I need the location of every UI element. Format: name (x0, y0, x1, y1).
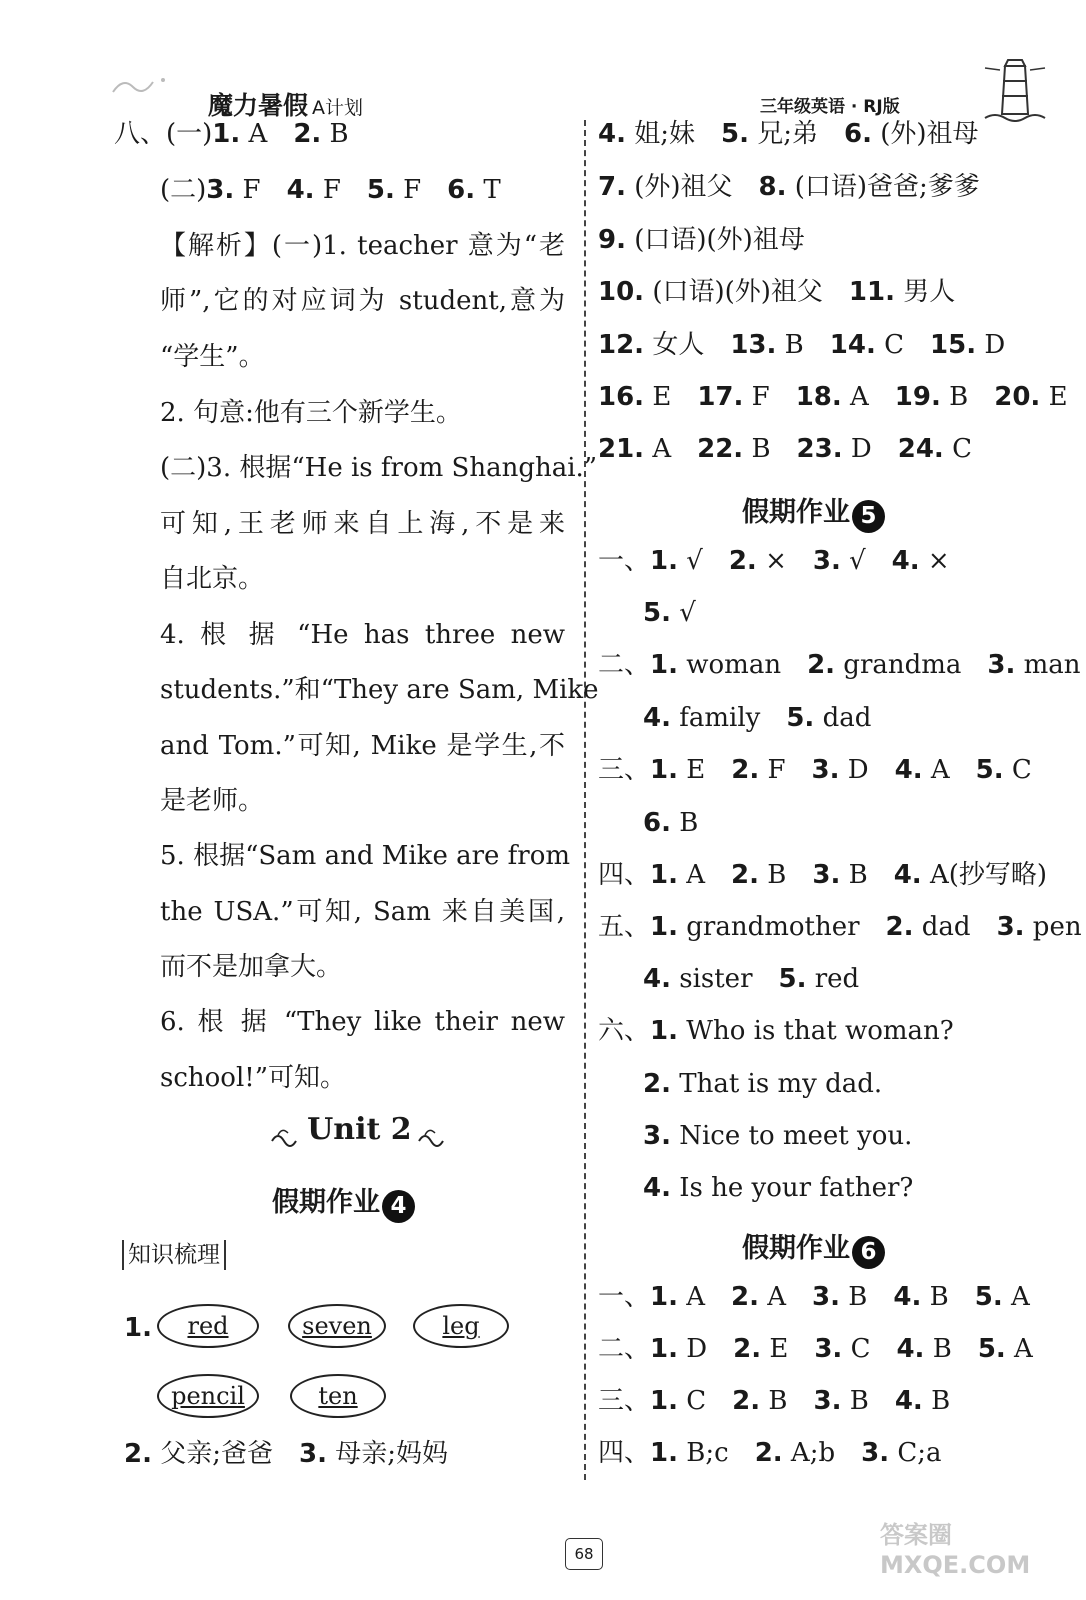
item-answer: B (949, 382, 969, 412)
brand-name: 魔力暑假 (208, 91, 309, 120)
section-prefix: 八、(一) (114, 119, 213, 149)
item-number: 4. (643, 1173, 671, 1203)
item-answer: 四、 (598, 860, 651, 890)
hw-number-badge: 4 (382, 1190, 415, 1223)
item-number: 4. (598, 119, 626, 149)
analysis-line: 自北京。 (160, 564, 265, 594)
hw-number-badge: 5 (852, 500, 885, 533)
item-number: 1. (650, 1438, 678, 1468)
hw-title: 假期作业 (742, 497, 850, 528)
item-number: 12. (598, 330, 645, 360)
item-number: 4. (893, 860, 922, 890)
watermark-text: 答案圈 MXQE.COM (880, 1521, 1031, 1579)
page-number: 68 (565, 1538, 603, 1570)
item-answer: C (952, 434, 972, 464)
item-number: 5. (643, 598, 671, 628)
item-answer: 三、 (598, 755, 651, 785)
item-answer: B (848, 860, 868, 890)
item-answer: B (929, 1282, 949, 1312)
item-answer: B (849, 1386, 869, 1416)
analysis-line: 而不是加拿大。 (160, 952, 343, 982)
item-number: 3. (861, 1438, 890, 1468)
brand-title (208, 86, 363, 122)
item-answer: E (1048, 382, 1068, 412)
item-number: 6. (643, 808, 671, 838)
hw5-er-line (598, 649, 1081, 681)
item-number: 1. (212, 119, 241, 149)
item-answer: red (814, 964, 860, 994)
item-answer: D (850, 434, 872, 464)
item-number: 2. (728, 546, 757, 576)
item-number: 2. (643, 1069, 671, 1099)
item-number: 18. (795, 382, 842, 412)
item-number: 2. (731, 755, 760, 785)
item-answer: B (751, 434, 771, 464)
item-number: 14. (829, 330, 876, 360)
circled-word: seven (288, 1304, 386, 1348)
item-number: 1. (650, 1016, 678, 1046)
item-answer: F (322, 175, 341, 205)
item-answer: B (932, 1334, 952, 1364)
hw6-si-line (598, 1437, 942, 1469)
hw5-wu-line (643, 963, 859, 995)
item-answer: E (686, 755, 706, 785)
item-answer: (外)祖父 (634, 172, 733, 202)
item-answer: 一、 (598, 1282, 651, 1312)
item-number: 2. (807, 650, 836, 680)
item-number: 6. (844, 119, 872, 149)
item-answer: E (652, 382, 672, 412)
item-number: 4. (896, 1334, 925, 1364)
item-answer: × (927, 546, 950, 576)
item-answer: B (784, 330, 804, 360)
hw5-liu-line (643, 1068, 882, 1100)
item-number: 1. (650, 860, 678, 890)
item-answer: × (765, 546, 787, 576)
item-number: 17. (697, 382, 744, 412)
item-answer: C (884, 330, 905, 360)
item-number: 4. (643, 703, 671, 733)
item-number: 5. (786, 703, 815, 733)
hw5-yi-line (598, 545, 950, 577)
wave-ornament-icon (270, 1123, 302, 1147)
item-answer: √ (679, 598, 696, 628)
item-answer: Nice to meet you. (679, 1121, 913, 1151)
item-number: 4. (893, 1282, 922, 1312)
right-row (598, 329, 1005, 361)
right-row (598, 433, 972, 465)
item-number: 1. (650, 912, 678, 942)
header-doodle-icon (108, 72, 178, 106)
item-number: 3. (811, 755, 840, 785)
item-answer: 三、 (598, 1386, 651, 1416)
item-answer: A (1010, 1282, 1030, 1312)
circled-word: pencil (157, 1374, 259, 1418)
item-answer: Who is that woman? (686, 1016, 954, 1046)
item-answer: B (768, 1386, 788, 1416)
item-number: 1. (124, 1313, 152, 1343)
hw5-san-line (643, 807, 698, 839)
item-number: 3. (299, 1439, 327, 1469)
subject-label: 三年级英语 · RJ版 (760, 97, 900, 117)
analysis-line: the USA.”可知, Sam 来自美国, (160, 897, 565, 927)
k1-number (124, 1312, 152, 1344)
item-answer: (口语)(外)祖母 (634, 225, 805, 255)
item-answer: 一、 (598, 546, 651, 576)
item-number: 5. (778, 964, 807, 994)
item-number: 5. (974, 1282, 1003, 1312)
analysis-line: 5. 根据“Sam and Mike are from (160, 841, 571, 871)
item-number: 1. (650, 650, 678, 680)
hw6-san-line (598, 1385, 950, 1417)
analysis-line: 2. 句意:他有三个新学生。 (160, 398, 462, 428)
item-answer: grandma (843, 650, 962, 680)
analysis-line: 4. 根 据 “He has three new (160, 620, 565, 650)
item-number: 2. (885, 912, 914, 942)
item-number: 4. (891, 546, 920, 576)
item-answer: 二、 (598, 650, 651, 680)
item-number: 16. (598, 382, 645, 412)
item-number: 24. (897, 434, 944, 464)
item-answer: A;b (790, 1438, 836, 1468)
item-answer: 四、 (598, 1438, 651, 1468)
item-number: 8. (758, 172, 787, 202)
item-number: 1. (650, 546, 678, 576)
k2-k3-line (124, 1438, 448, 1470)
analysis-line: (二)3. 根据“He is from Shanghai.” (160, 453, 598, 483)
unit-title: Unit 2 (307, 1112, 412, 1147)
analysis-line: 6. 根 据 “They like their new (160, 1007, 565, 1037)
item-answer: D (984, 330, 1006, 360)
item-answer: Is he your father? (679, 1173, 914, 1203)
item-number: 3. (814, 1334, 843, 1364)
hw-title: 假期作业 (272, 1187, 380, 1218)
analysis-line: students.”和“They are Sam, Mike (160, 675, 599, 705)
item-number: 3. (812, 1282, 841, 1312)
analysis-line: 师”,它的对应词为 student,意为 (160, 286, 565, 316)
item-answer: dad (921, 912, 971, 942)
item-answer: A (767, 1282, 787, 1312)
hw5-si-line (598, 859, 1047, 891)
item-answer: B (848, 1282, 868, 1312)
item-number: 3. (643, 1121, 671, 1151)
item-answer: C;a (897, 1438, 942, 1468)
hw-number-badge: 6 (852, 1236, 885, 1269)
item-answer: E (769, 1334, 789, 1364)
item-answer: √ (686, 546, 703, 576)
item-number: 4. (286, 175, 315, 205)
item-answer: 女人 (652, 330, 705, 360)
analysis-line: and Tom.”可知, Mike 是学生,不 (160, 731, 565, 761)
item-number: 1. (650, 1386, 678, 1416)
item-number: 5. (975, 755, 1004, 785)
item-answer: A (248, 119, 268, 149)
item-number: 5. (721, 119, 749, 149)
item-answer: B (931, 1386, 951, 1416)
item-answer: A (850, 382, 869, 412)
item-answer: A (686, 860, 706, 890)
hw5-liu-line (598, 1015, 954, 1047)
item-answer: sister (679, 964, 753, 994)
item-number: 4. (894, 1386, 923, 1416)
item-number: 3. (812, 860, 841, 890)
hw5-wu-line (598, 911, 1082, 943)
item-number: 3. (812, 546, 841, 576)
item-answer: C (850, 1334, 871, 1364)
item-number: 22. (697, 434, 744, 464)
item-number: 2. (124, 1439, 152, 1469)
hw5-liu-line (643, 1120, 912, 1152)
item-answer: grandmother (686, 912, 860, 942)
hw6-er-line (598, 1333, 1033, 1365)
item-number: 2. (754, 1438, 783, 1468)
item-answer: F (403, 175, 422, 205)
item-answer: B (767, 860, 787, 890)
item-answer: 姐;妹 (634, 119, 695, 149)
item-answer: 父亲;爸爸 (160, 1439, 273, 1469)
analysis-line: 【解析】(一)1. teacher 意为“老 (160, 231, 565, 261)
circled-word: red (157, 1304, 259, 1348)
right-row (598, 171, 980, 203)
item-number: 2. (293, 119, 322, 149)
item-answer: A (930, 755, 950, 785)
item-number: 21. (598, 434, 645, 464)
item-answer: A (1014, 1334, 1033, 1364)
column-divider (584, 120, 586, 1480)
item-number: 6. (447, 175, 476, 205)
item-answer: 兄;弟 (757, 119, 818, 149)
analysis-line: 是老师。 (160, 786, 265, 816)
item-answer: F (751, 382, 770, 412)
unit-heading (270, 1112, 449, 1147)
item-number: 2. (732, 1386, 761, 1416)
circled-word: ten (290, 1374, 386, 1418)
item-answer: B (329, 119, 349, 149)
item-answer: F (242, 175, 261, 205)
item-answer: woman (686, 650, 782, 680)
item-answer: (外)祖母 (880, 119, 979, 149)
item-answer: pen (1032, 912, 1082, 942)
item-number: 2. (733, 1334, 762, 1364)
analysis-line: “学生”。 (160, 342, 265, 372)
item-answer: 男人 (903, 277, 956, 307)
section-prefix: (二) (160, 175, 207, 205)
item-number: 2. (731, 1282, 759, 1312)
lighthouse-icon (980, 56, 1050, 126)
item-answer: (口语)爸爸;爹爹 (794, 172, 980, 202)
item-number: 5. (977, 1334, 1006, 1364)
knowledge-label: 知识梳理 (122, 1240, 226, 1270)
item-number: 3. (813, 1386, 842, 1416)
item-answer: 母亲;妈妈 (335, 1439, 448, 1469)
hw6-yi-line (598, 1281, 1030, 1313)
item-answer: 二、 (598, 1334, 651, 1364)
item-number: 19. (894, 382, 941, 412)
item-number: 2. (731, 860, 759, 890)
analysis-line: 可知,王老师来自上海,不是来 (160, 509, 565, 539)
wave-ornament-icon (417, 1123, 449, 1147)
item-answer: B;c (686, 1438, 729, 1468)
item-answer: A(抄写略) (929, 860, 1048, 890)
item-answer: man (1023, 650, 1081, 680)
item-number: 7. (598, 172, 626, 202)
right-row (598, 224, 805, 256)
item-answer: D (686, 1334, 708, 1364)
item-answer: That is my dad. (679, 1069, 883, 1099)
item-answer: F (767, 755, 786, 785)
item-number: 1. (650, 1334, 678, 1364)
analysis-line: school!”可知。 (160, 1063, 347, 1093)
right-row (598, 276, 955, 308)
item-number: 3. (996, 912, 1025, 942)
hw4-heading (272, 1180, 415, 1223)
item-number: 9. (598, 225, 626, 255)
hw6-heading (742, 1226, 885, 1269)
item-answer: A (652, 434, 672, 464)
hw-title: 假期作业 (742, 1233, 850, 1264)
item-answer: 五、 (598, 912, 651, 942)
item-number: 3. (206, 175, 235, 205)
watermark (880, 1520, 1070, 1580)
item-answer: family (679, 703, 761, 733)
item-number: 1. (650, 755, 678, 785)
item-number: 4. (643, 964, 671, 994)
left-line-2 (160, 174, 501, 206)
brand-sub: A计划 (312, 97, 364, 119)
hw5-san-line (598, 754, 1032, 786)
hw5-liu-line (643, 1172, 913, 1204)
item-number: 15. (930, 330, 977, 360)
item-number: 23. (796, 434, 843, 464)
item-answer: B (679, 808, 699, 838)
item-number: 11. (848, 277, 895, 307)
item-number: 10. (598, 277, 645, 307)
item-answer: T (483, 175, 501, 205)
hw5-yi-line (643, 597, 696, 629)
item-answer: dad (822, 703, 872, 733)
item-answer: 六、 (598, 1016, 651, 1046)
item-answer: (口语)(外)祖父 (652, 277, 823, 307)
item-answer: A (686, 1282, 706, 1312)
right-row (598, 381, 1068, 413)
item-number: 5. (366, 175, 395, 205)
hw5-er-line (643, 702, 871, 734)
item-number: 3. (987, 650, 1016, 680)
item-number: 4. (894, 755, 923, 785)
item-answer: C (1011, 755, 1032, 785)
item-number: 20. (994, 382, 1041, 412)
item-number: 1. (650, 1282, 678, 1312)
item-number: 13. (730, 330, 777, 360)
item-answer: √ (849, 546, 866, 576)
item-answer: C (686, 1386, 707, 1416)
left-line-1 (114, 118, 349, 150)
hw5-heading (742, 490, 885, 533)
item-answer: D (847, 755, 869, 785)
right-row (598, 118, 979, 150)
circled-word: leg (413, 1304, 509, 1348)
